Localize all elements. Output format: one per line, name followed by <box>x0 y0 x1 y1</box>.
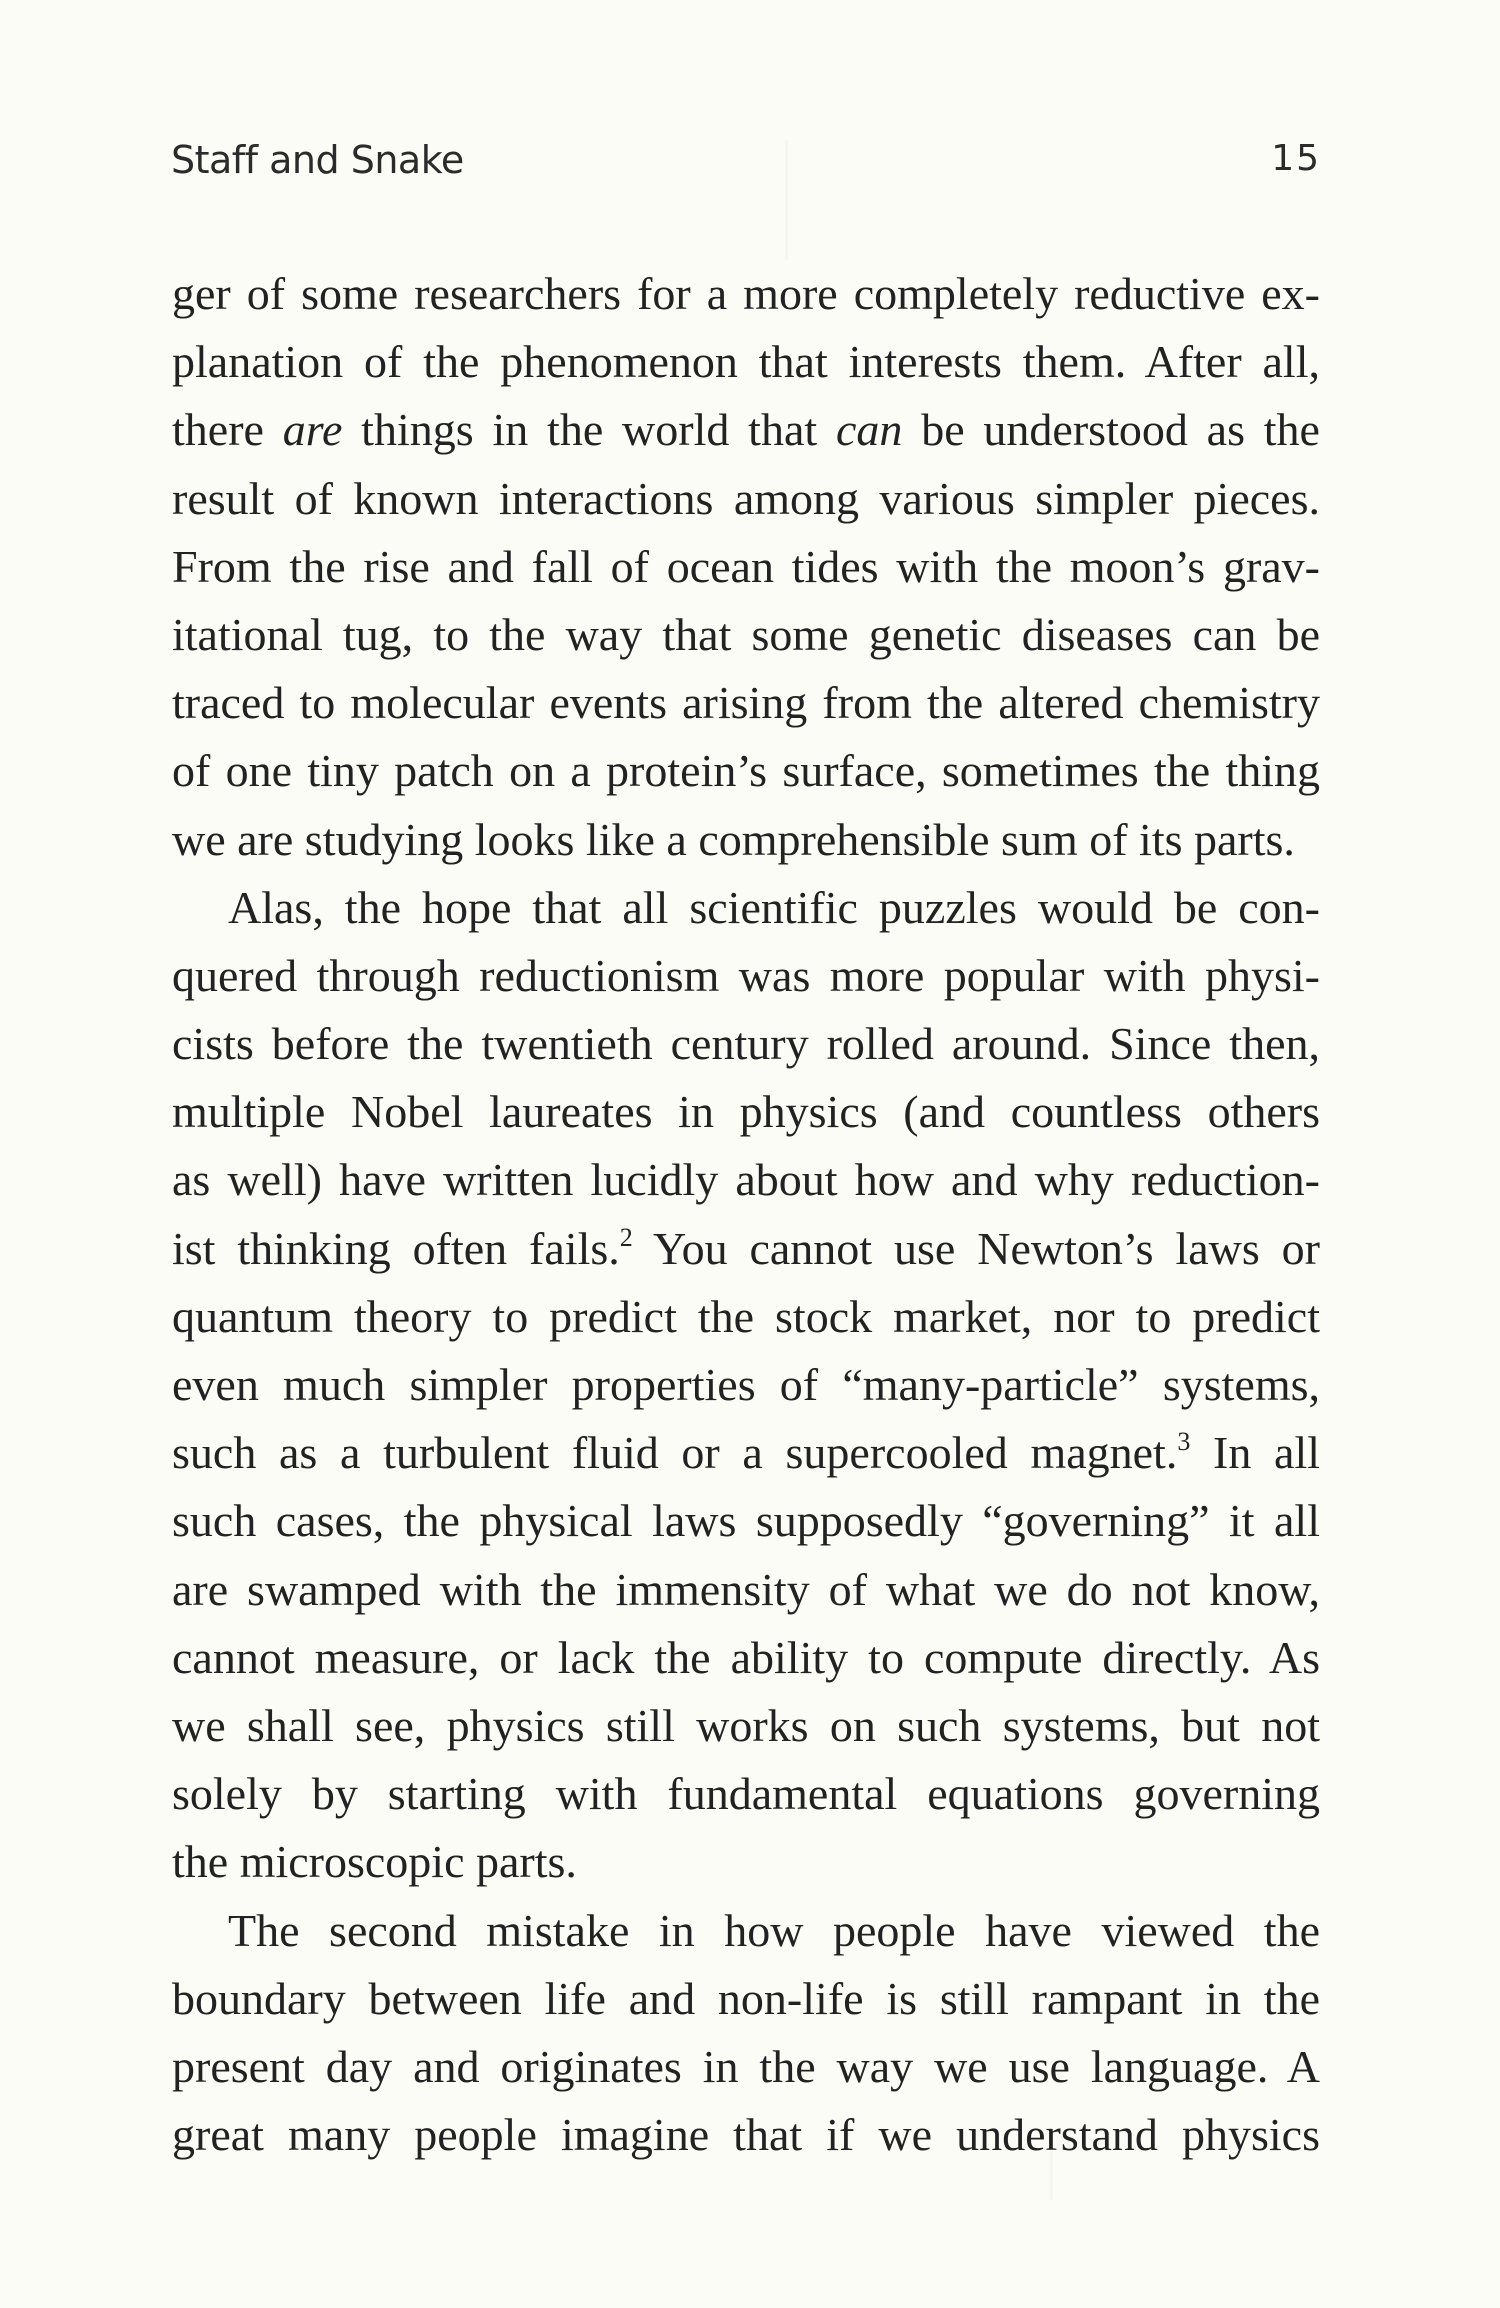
text-line: cists before the twentieth century rolled around. Since then, <box>172 1018 1320 1070</box>
text-line: we shall see, physics still works on such systems, but not <box>172 1699 1320 1751</box>
text-line: solely by starting with fundamental equations governing <box>172 1768 1320 1820</box>
emphasis: can <box>835 404 903 456</box>
text-line: ger of some researchers for a more completely reductive ex- <box>172 268 1320 319</box>
text-line: quered through reductionism was more popular with physi- <box>172 949 1320 1001</box>
text-line: Alas, the hope that all scientific puzzles would be con- <box>228 881 1320 933</box>
page-number: 15 <box>1271 138 1321 179</box>
text-line: great many people imagine that if we understand physics <box>172 2109 1320 2161</box>
text-line: cannot measure, or lack the ability to compute directly. As <box>172 1631 1320 1683</box>
footnote-ref[interactable]: 3 <box>1177 1427 1191 1457</box>
running-title: Staff and Snake <box>171 138 464 182</box>
text-line: such as a turbulent fluid or a supercooled magnet.$^3$ In all <box>172 1427 1321 1479</box>
text-line: there are things in the world that can be understood as the <box>172 404 1320 456</box>
paragraph <box>172 260 1320 874</box>
running-head <box>171 138 1321 188</box>
text-line: result of known interactions among various simpler pieces. <box>172 472 1320 524</box>
text-line: traced to molecular events arising from the altered chemistry <box>172 677 1320 729</box>
text-line: boundary between life and non-life is still rampant in the <box>172 1972 1320 2024</box>
text-line: even much simpler properties of “many-particle” systems, <box>172 1359 1320 1410</box>
emphasis: are <box>282 404 343 456</box>
text-line: such cases, the physical laws supposedly “governing” it all <box>172 1495 1320 1547</box>
text-line: we are studying looks like a comprehensible sum of its parts. <box>172 813 1295 865</box>
body-text <box>172 260 1320 2169</box>
text-line: quantum theory to predict the stock market, nor to predict <box>172 1290 1320 1342</box>
text-line: planation of the phenomenon that interests them. After all, <box>172 336 1320 388</box>
text-line: itational tug, to the way that some genetic diseases can be <box>172 608 1320 660</box>
text-line: of one tiny patch on a protein’s surface, sometimes the thing <box>172 745 1320 797</box>
text-line: The second mistake in how people have viewed the <box>228 1904 1320 1956</box>
paragraph <box>172 1897 1320 2170</box>
paragraph <box>172 874 1320 1897</box>
text-line: From the rise and fall of ocean tides with the moon’s grav- <box>172 540 1320 592</box>
text-line: ist thinking often fails.$^2$ You cannot use Newton’s laws or <box>172 1222 1321 1274</box>
text-line: as well) have written lucidly about how and why reduction- <box>172 1154 1320 1206</box>
text-line: are swamped with the immensity of what we do not know, <box>172 1563 1320 1615</box>
text-line: present day and originates in the way we use language. A <box>172 2040 1320 2092</box>
footnote-ref[interactable]: 2 <box>619 1222 633 1252</box>
text-line: multiple Nobel laureates in physics (and countless others <box>172 1086 1320 1138</box>
text-line: the microscopic parts. <box>172 1836 577 1888</box>
